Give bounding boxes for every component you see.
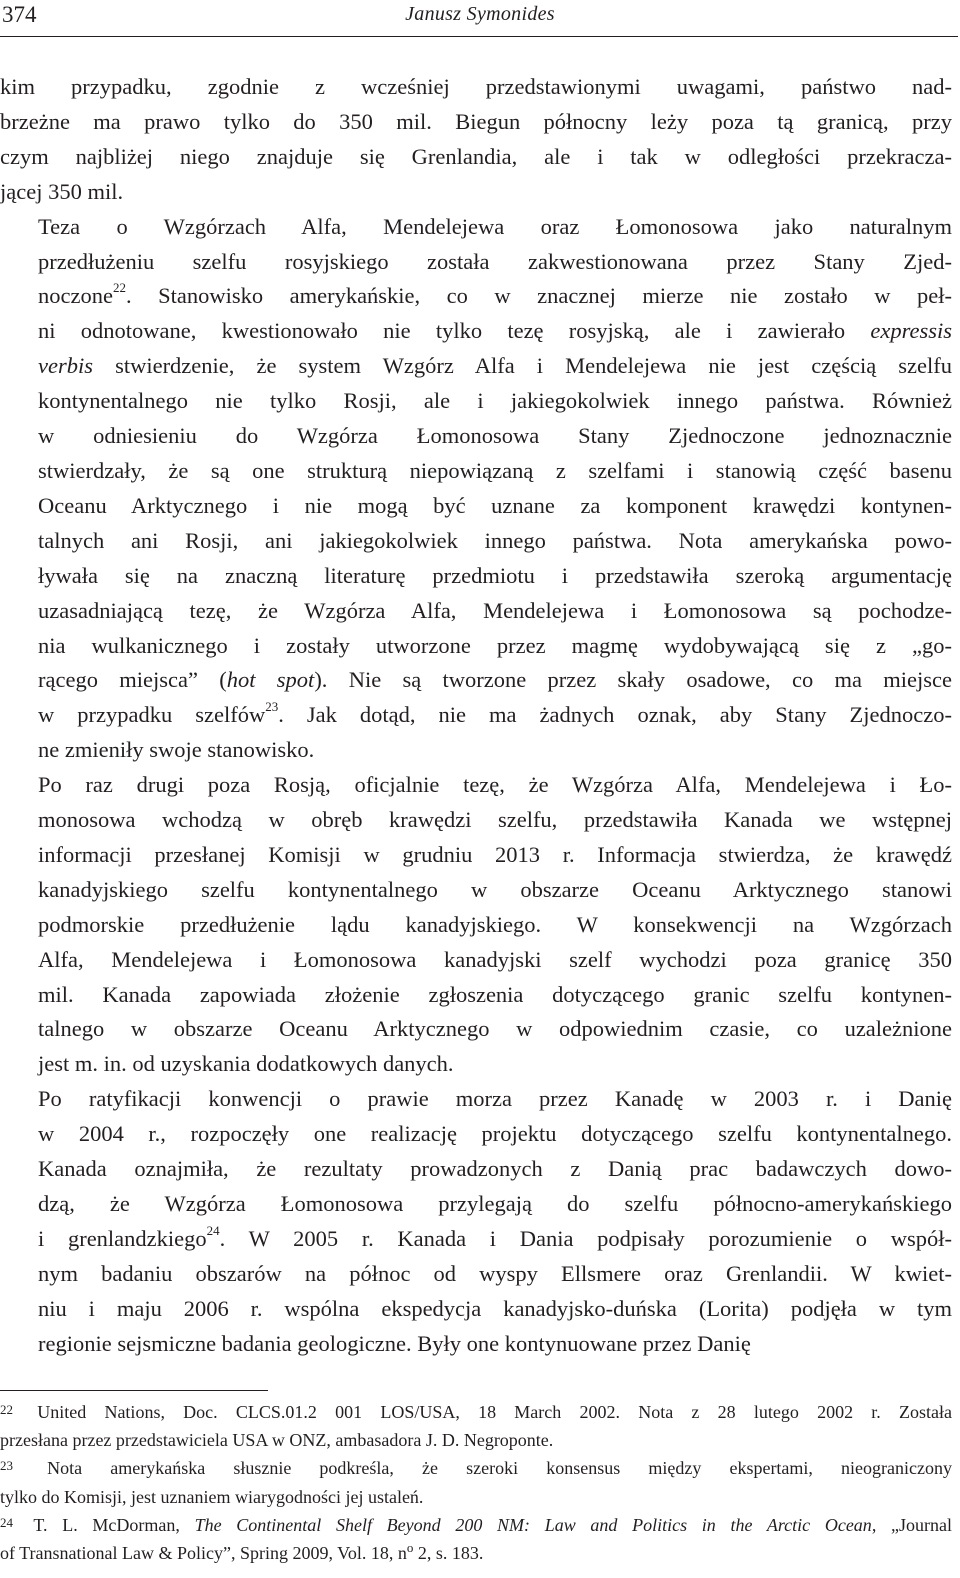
paragraph-2 — [0, 210, 952, 769]
text-line: jest m. in. od uzyskania dodatkowych danych. — [38, 1051, 454, 1077]
text-line: przedłużeniu szelfu rosyjskiego została zakwestionowana przez Stany Zjed- — [38, 248, 952, 274]
footnote-text: T. L. McDorman, — [33, 1514, 195, 1535]
text-line: mil. Kanada zapowiada złożenie zgłoszenia dotyczącego granic szelfu kontynen- — [38, 981, 952, 1007]
text-line: nym badaniu obszarów na północ od wyspy Ellsmere oraz Grenlandii. W kwiet- — [38, 1260, 952, 1286]
footnote-reference[interactable]: 22 — [112, 280, 126, 296]
footnote-23 — [0, 1454, 952, 1510]
footnote-number: 22 — [0, 1402, 13, 1417]
main-text — [0, 70, 952, 1362]
text-line: w odniesieniu do Wzgórza Łomonosowa Stany Zjednoczone jednoznacznie — [38, 423, 952, 449]
text-run: w przypadku szelfów — [38, 702, 266, 728]
text-line: ływała się na znaczną literaturę przedmiotu i przedstawiła szeroką argumentację — [38, 562, 952, 588]
footnote-number: 24 — [0, 1514, 13, 1530]
footnote-24 — [0, 1511, 952, 1567]
text-run: i grenlandzkiego — [38, 1225, 207, 1251]
footnote-text: of Transnational Law & Policy”, Spring 2009, Vol. 18, n — [0, 1543, 407, 1564]
text-run: rącego miejsca” ( — [38, 667, 227, 693]
text-line: Teza o Wzgórzach Alfa, Mendelejewa oraz Łomonosowa jako naturalnym — [38, 213, 952, 239]
text-line — [0, 1222, 952, 1257]
text-line: jącej 350 mil. — [0, 178, 124, 204]
text-line: Oceanu Arktycznego i nie mogą być uznane za komponent krawędzi kontynen- — [38, 492, 952, 518]
page-number: 374 — [2, 2, 37, 27]
text-line: kanadyjskiego szelfu kontynentalnego w obszarze Oceanu Arktycznego stanowi — [38, 876, 952, 902]
header-rule — [0, 36, 958, 37]
footnote-text: przesłana przez przedstawiciela USA w ONZ, ambasadora J. D. Negroponte. — [0, 1430, 554, 1451]
text-line — [0, 663, 952, 698]
running-head: Janusz Symonides — [405, 3, 555, 25]
text-run: . Jak dotąd, nie ma żadnych oznak, aby Stany Zjednoczo- — [278, 702, 953, 728]
footnote-text: 2, s. 183. — [413, 1543, 484, 1564]
text-line: uzasadniającą tezę, że Wzgórza Alfa, Mendelejewa i Łomonosowa są pochodze- — [38, 597, 952, 623]
text-line: czym najbliżej niego znajduje się Grenlandia, ale i tak w odległości przekracza- — [0, 143, 952, 169]
text-line: w 2004 r., rozpoczęły one realizację projektu dotyczącego szelfu kontynentalnego. — [38, 1121, 952, 1147]
text-line: ne zmieniły swoje stanowisko. — [38, 737, 315, 763]
text-line: stwierdzały, że są one strukturą niepowiązaną z szelfami i stanowią część basenu — [38, 457, 952, 483]
italic-text: expressis — [870, 318, 952, 344]
paragraph-4 — [0, 1082, 952, 1361]
text-line — [0, 698, 952, 733]
footnote-text: tylko do Komisji, jest uznaniem wiarygodności jej ustaleń. — [0, 1486, 424, 1507]
text-run: ni odnotowane, kwestionowało nie tylko tezę rosyjską, ale i zawierało — [38, 318, 871, 344]
text-line: nia wulkanicznego i zostały utworzone przez magmę wydobywającą się z „go- — [38, 632, 952, 658]
text-line: brzeżne ma prawo tylko do 350 mil. Biegun północny leży poza tą granicą, przy — [0, 108, 952, 134]
italic-text: verbis — [38, 353, 93, 379]
text-line: niu i maju 2006 r. wspólna ekspedycja kanadyjsko-duńska (Lorita) podjęła w tym — [38, 1295, 952, 1321]
text-line: Kanada oznajmiła, że rezultaty prowadzonych z Danią prac badawczych dowo- — [38, 1156, 952, 1182]
text-run: noczone — [38, 283, 113, 309]
text-line: Alfa, Mendelejewa i Łomonosowa kanadyjski szelf wychodzi poza granicę 350 — [38, 946, 952, 972]
page-header — [0, 0, 960, 34]
text-line — [0, 279, 952, 314]
footnotes — [0, 1398, 952, 1567]
text-run: . W 2005 r. Kanada i Dania podpisały porozumienie o współ- — [219, 1225, 952, 1251]
text-line: dzą, że Wzgórza Łomonosowa przylegają do szelfu północno-amerykańskiego — [38, 1191, 952, 1216]
text-line — [0, 314, 952, 349]
paragraph-3 — [0, 768, 952, 1082]
footnote-superscript: o — [406, 1540, 414, 1556]
footnote-rule — [0, 1390, 268, 1391]
text-run: . Stanowisko amerykańskie, co w znacznej mierze nie zostało w peł- — [125, 283, 952, 309]
text-line: talnych ani Rosji, ani jakiegokolwiek innego państwa. Nota amerykańska powo- — [38, 527, 952, 553]
footnote-22 — [0, 1398, 952, 1454]
text-line: talnego w obszarze Oceanu Arktycznego w odpowiednim czasie, co uzależnione — [38, 1016, 952, 1042]
text-line: Po ratyfikacji konwencji o prawie morza przez Kanadę w 2003 r. i Danię — [38, 1086, 952, 1112]
text-line: informacji przesłanej Komisji w grudniu 2013 r. Informacja stwierdza, że krawędź — [38, 841, 952, 867]
footnote-text: , „Journal — [871, 1514, 952, 1535]
footnote-reference[interactable]: 23 — [265, 699, 279, 715]
text-run: stwierdzenie, że system Wzgórz Alfa i Mendelejewa nie jest częścią szelfu — [93, 353, 952, 379]
italic-text: hot spot — [226, 667, 315, 693]
text-line — [0, 349, 952, 384]
footnote-text: Nota amerykańska słusznie podkreśla, że szeroki konsensus między ekspertami, nieograniczony — [47, 1458, 953, 1479]
text-line: Po raz drugi poza Rosją, oficjalnie tezę, że Wzgórza Alfa, Mendelejewa i Ło- — [38, 772, 952, 798]
text-line: kim przypadku, zgodnie z wcześniej przedstawionymi uwagami, państwo nad- — [0, 74, 952, 99]
text-line: kontynentalnego nie tylko Rosji, ale i jakiegokolwiek innego państwa. Również — [38, 388, 952, 414]
text-line: podmorskie przedłużenie lądu kanadyjskiego. W konsekwencji na Wzgórzach — [38, 911, 952, 937]
text-line: monosowa wchodzą w obręb krawędzi szelfu, przedstawiła Kanada we wstępnej — [38, 807, 952, 833]
footnote-text: United Nations, Doc. CLCS.01.2 001 LOS/USA, 18 March 2002. Nota z 28 lutego 2002 r. Została — [37, 1402, 953, 1422]
paragraph-1 — [0, 70, 952, 210]
text-line: regionie sejsmiczne badania geologiczne. Były one kontynuowane przez Danię — [38, 1330, 751, 1356]
footnote-reference[interactable]: 24 — [206, 1222, 220, 1238]
footnote-title: The Continental Shelf Beyond 200 NM: Law and Politics in the Arctic Ocean — [194, 1514, 872, 1535]
footnote-number: 23 — [0, 1458, 13, 1474]
text-run: ). Nie są tworzone przez skały osadowe, co ma miejsce — [314, 667, 953, 693]
